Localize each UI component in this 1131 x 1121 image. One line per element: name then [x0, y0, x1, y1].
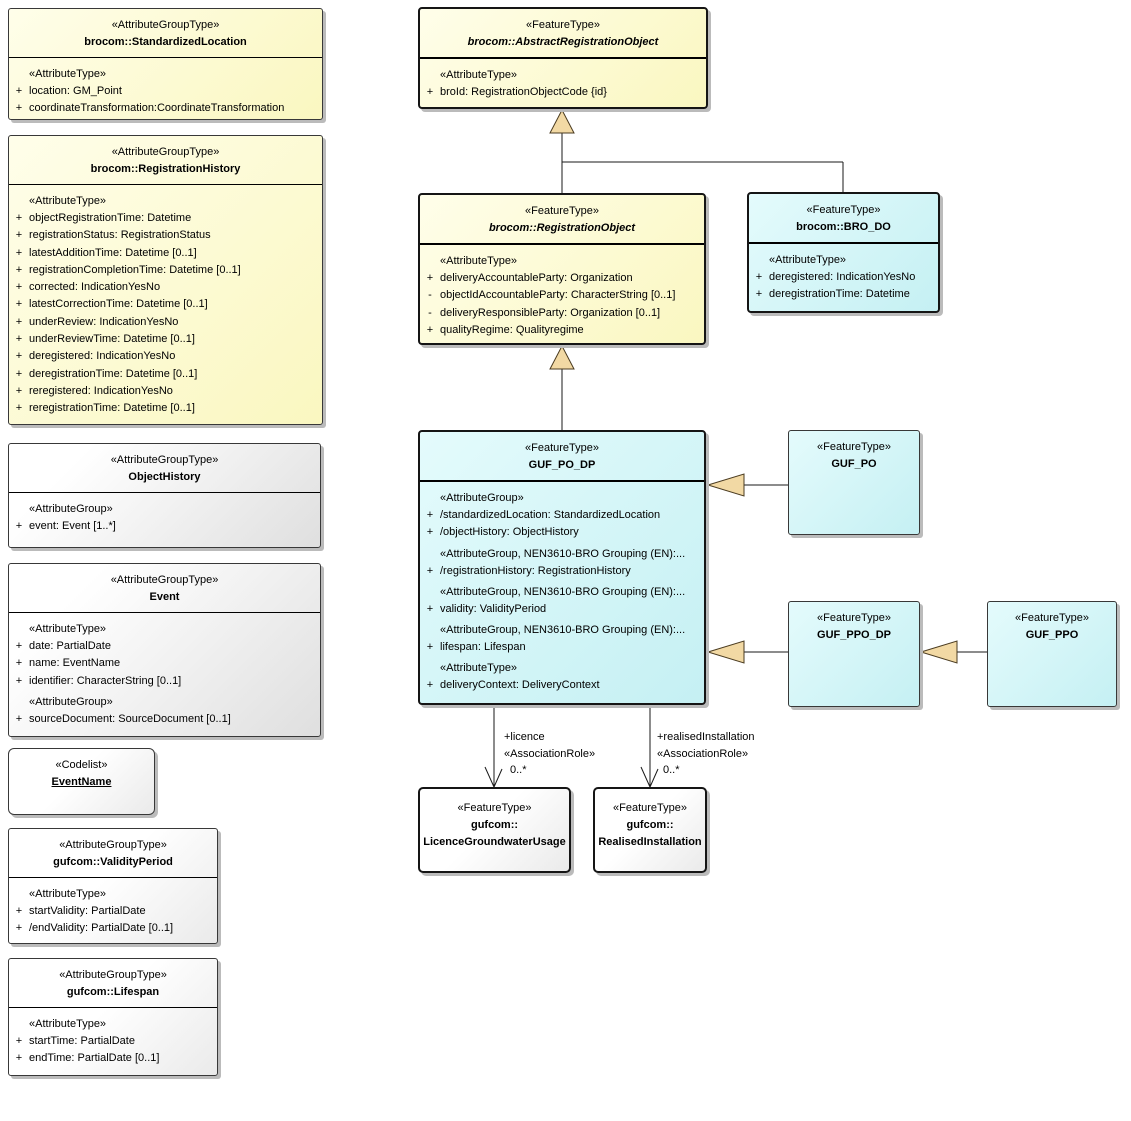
class-gufcom-realised-installation[interactable]: [593, 787, 707, 873]
attribute-text: event: Event [1..*]: [29, 520, 116, 532]
attribute-row: [9, 655, 320, 672]
association-label-licence: [504, 729, 595, 779]
attribute-row: [9, 1033, 217, 1050]
attribute-row: [420, 524, 704, 541]
visibility-sign: +: [426, 641, 434, 654]
generalization-to-abstract-registration-object[interactable]: [550, 110, 843, 193]
attribute-text: /endValidity: PartialDate [0..1]: [29, 922, 174, 935]
class-stereotype: «FeatureType»: [1015, 612, 1089, 624]
attribute-text: startValidity: PartialDate: [29, 905, 146, 917]
attribute-text: /objectHistory: ObjectHistory: [440, 526, 579, 539]
attribute-row: [420, 322, 704, 339]
attribute-row: [9, 262, 322, 279]
class-stereotype: «FeatureType»: [526, 19, 600, 31]
generalization-gufppodp-to-gufpodp[interactable]: [708, 641, 789, 663]
class-guf-ppo-dp[interactable]: [788, 601, 920, 707]
attribute-row: [9, 331, 322, 348]
generalization-gufpo-to-gufpodp[interactable]: [708, 474, 789, 496]
visibility-sign: +: [15, 402, 23, 415]
attribute-compartment: [9, 493, 320, 535]
attribute-row: [9, 279, 322, 296]
association-label-realised-installation: [657, 729, 755, 779]
attribute-row: [749, 286, 938, 303]
attribute-text: latestAdditionTime: Datetime [0..1]: [29, 246, 197, 259]
class-name: brocom::StandardizedLocation: [84, 36, 247, 48]
attribute-text: registrationCompletionTime: Datetime [0..1]: [29, 263, 241, 276]
class-title: [420, 9, 706, 59]
visibility-sign: -: [428, 306, 432, 319]
class-stereotype: «AttributeGroupType»: [59, 969, 167, 981]
class-brocom-bro-do[interactable]: [747, 192, 940, 313]
visibility-sign: +: [15, 712, 23, 725]
attribute-row: [420, 270, 704, 287]
visibility-sign: +: [426, 526, 434, 539]
attribute-text: reregistrationTime: Datetime [0..1]: [29, 402, 195, 415]
class-stereotype: «FeatureType»: [817, 441, 891, 453]
attribute-group-heading: «AttributeType»: [29, 1018, 107, 1030]
attribute-group-heading: «AttributeGroup»: [29, 503, 113, 515]
visibility-sign: +: [15, 281, 23, 294]
attribute-compartment: [9, 185, 322, 418]
association-multiplicity: 0..*: [510, 764, 527, 776]
attribute-row: [9, 100, 322, 117]
attribute-text: date: PartialDate: [29, 640, 111, 652]
generalization-gufpodp-to-registration-object[interactable]: [550, 346, 574, 430]
class-gufcom-lifespan[interactable]: [8, 958, 218, 1076]
class-stereotype: «AttributeGroupType»: [110, 454, 219, 466]
class-title: [9, 136, 322, 185]
attribute-group-heading: «AttributeType»: [769, 254, 847, 266]
association-realised-installation[interactable]: [641, 705, 658, 787]
attribute-row: [9, 83, 322, 100]
class-event[interactable]: [8, 563, 321, 737]
attribute-text: reregistered: IndicationYesNo: [29, 384, 173, 397]
generalization-triangle-icon: [708, 474, 744, 496]
class-event-name-codelist[interactable]: [8, 748, 155, 815]
attribute-text: corrected: IndicationYesNo: [29, 281, 161, 294]
attribute-row: [749, 269, 938, 286]
attribute-group-heading: «AttributeGroup»: [29, 695, 113, 708]
class-name: GUF_PPO_DP: [817, 629, 891, 641]
class-gufcom-validity-period[interactable]: [8, 828, 218, 944]
visibility-sign: +: [755, 288, 763, 301]
class-gufcom-licence-groundwater-usage[interactable]: [418, 787, 571, 873]
class-stereotype: «AttributeGroupType»: [111, 19, 220, 31]
attribute-group-heading: «AttributeType»: [440, 662, 518, 675]
visibility-sign: +: [426, 679, 434, 692]
class-name: GUF_PO: [831, 458, 877, 470]
attribute-group-heading: «AttributeType»: [29, 195, 107, 207]
class-title: [789, 431, 919, 479]
visibility-sign: +: [15, 333, 23, 346]
association-licence[interactable]: [485, 705, 502, 787]
visibility-sign: -: [428, 289, 432, 302]
visibility-sign: +: [426, 86, 434, 98]
attribute-row: [9, 920, 217, 937]
attribute-text: deregistered: IndicationYesNo: [769, 271, 916, 283]
class-stereotype: «AttributeGroupType»: [111, 146, 220, 158]
visibility-sign: +: [15, 1035, 23, 1047]
visibility-sign: +: [15, 102, 23, 115]
class-name: GUF_PPO: [1025, 629, 1079, 641]
class-stereotype: «AttributeGroupType»: [59, 839, 167, 851]
generalization-triangle-icon: [550, 110, 574, 133]
class-stereotype: «FeatureType»: [525, 205, 599, 217]
visibility-sign: +: [15, 229, 23, 242]
attribute-text: name: EventName: [29, 657, 121, 670]
attribute-text: objectIdAccountableParty: CharacterString [0..1]: [440, 289, 676, 302]
attribute-text: qualityRegime: Qualityregime: [440, 323, 584, 336]
attribute-compartment: [420, 59, 706, 101]
attribute-compartment: [749, 244, 938, 304]
attribute-text: endTime: PartialDate [0..1]: [29, 1052, 160, 1065]
class-name: gufcom::ValidityPeriod: [53, 856, 173, 868]
class-object-history[interactable]: [8, 443, 321, 548]
attribute-compartment: [9, 878, 217, 938]
class-title: [9, 9, 322, 58]
class-stereotype: «FeatureType»: [806, 204, 881, 216]
class-name: brocom::AbstractRegistrationObject: [467, 36, 659, 48]
visibility-sign: +: [15, 246, 23, 259]
attribute-text: deliveryContext: DeliveryContext: [440, 679, 600, 692]
visibility-sign: +: [15, 384, 23, 397]
open-arrowhead-icon: [485, 767, 494, 787]
attribute-group-heading: «AttributeType»: [29, 623, 107, 635]
visibility-sign: +: [15, 905, 23, 917]
class-name: LicenceGroundwaterUsage: [423, 836, 566, 848]
attribute-row: [9, 400, 322, 417]
attribute-row: [9, 314, 322, 331]
class-name: RealisedInstallation: [598, 836, 702, 848]
attribute-row: [9, 711, 320, 728]
visibility-sign: +: [755, 271, 763, 283]
attribute-row: [9, 348, 322, 365]
class-brocom-standardized-location[interactable]: [8, 8, 323, 120]
attribute-row: [420, 287, 704, 304]
visibility-sign: +: [426, 509, 434, 521]
class-stereotype: «FeatureType»: [525, 442, 599, 454]
attribute-group-heading: «AttributeType»: [440, 255, 518, 267]
attribute-row: [9, 296, 322, 313]
open-arrowhead-icon: [641, 767, 650, 787]
association-role-stereotype: «AssociationRole»: [657, 747, 749, 760]
class-title: [9, 749, 154, 797]
class-name: Event: [149, 591, 180, 603]
attribute-row: [9, 366, 322, 383]
class-title: [9, 444, 320, 493]
attribute-text: deregistrationTime: Datetime: [769, 288, 910, 301]
class-title: [9, 829, 217, 878]
attribute-text: deliveryAccountableParty: Organization: [440, 272, 633, 284]
association-role-name: +licence: [504, 731, 545, 743]
attribute-text: broId: RegistrationObjectCode {id}: [440, 86, 607, 98]
attribute-row: [9, 210, 322, 227]
attribute-compartment: [9, 613, 320, 728]
class-brocom-abstract-registration-object[interactable]: [418, 7, 708, 109]
attribute-text: deregistered: IndicationYesNo: [29, 350, 176, 363]
attribute-text: latestCorrectionTime: Datetime [0..1]: [29, 298, 208, 311]
visibility-sign: +: [15, 922, 23, 935]
class-guf-ppo[interactable]: [987, 601, 1117, 707]
attribute-group-heading: «AttributeGroup»: [440, 492, 524, 504]
attribute-row: [9, 903, 217, 920]
class-guf-po-dp[interactable]: [418, 430, 706, 705]
visibility-sign: +: [426, 564, 434, 577]
class-guf-po[interactable]: [788, 430, 920, 535]
class-title: [749, 194, 938, 244]
attribute-text: underReviewTime: Datetime [0..1]: [29, 333, 195, 346]
visibility-sign: +: [15, 350, 23, 363]
attribute-text: registrationStatus: RegistrationStatus: [29, 229, 211, 242]
visibility-sign: +: [15, 520, 23, 532]
attribute-compartment: [9, 1008, 217, 1068]
class-name: GUF_PO_DP: [528, 459, 596, 471]
generalization-gufppo-to-gufppodp[interactable]: [921, 641, 987, 663]
attribute-text: coordinateTransformation:CoordinateTransformation: [29, 102, 285, 115]
class-name: EventName: [51, 776, 112, 788]
attribute-compartment: [420, 482, 704, 695]
class-title: [420, 789, 569, 857]
class-stereotype: «AttributeGroupType»: [110, 574, 219, 586]
visibility-sign: +: [426, 272, 434, 284]
class-name-package: gufcom::: [626, 819, 674, 831]
attribute-group-heading: «AttributeGroup, NEN3610-BRO Grouping (EN):...: [440, 547, 686, 560]
attribute-text: location: GM_Point: [29, 85, 122, 97]
class-title: [9, 564, 320, 613]
attribute-row: [420, 677, 704, 694]
attribute-text: deregistrationTime: Datetime [0..1]: [29, 367, 198, 380]
visibility-sign: +: [15, 640, 23, 652]
visibility-sign: +: [15, 298, 23, 311]
class-stereotype: «FeatureType»: [613, 802, 687, 814]
class-title: [595, 789, 705, 857]
attribute-row: [9, 1050, 217, 1067]
attribute-row: [9, 245, 322, 262]
class-name: brocom::RegistrationHistory: [90, 163, 241, 175]
visibility-sign: +: [15, 657, 23, 670]
generalization-triangle-icon: [550, 346, 574, 369]
association-role-name: +realisedInstallation: [657, 731, 755, 743]
class-title: [988, 602, 1116, 650]
association-role-stereotype: «AssociationRole»: [504, 747, 596, 760]
visibility-sign: +: [15, 263, 23, 276]
attribute-text: /standardizedLocation: StandardizedLocation: [440, 509, 661, 521]
generalization-triangle-icon: [708, 641, 744, 663]
attribute-row: [9, 518, 320, 535]
attribute-text: identifier: CharacterString [0..1]: [29, 674, 182, 687]
attribute-row: [420, 507, 704, 524]
attribute-row: [420, 601, 704, 618]
attribute-row: [9, 638, 320, 655]
attribute-text: /registrationHistory: RegistrationHistory: [440, 564, 631, 577]
class-name: ObjectHistory: [128, 471, 201, 483]
visibility-sign: +: [426, 323, 434, 336]
class-title: [420, 195, 704, 245]
class-brocom-registration-history[interactable]: [8, 135, 323, 425]
attribute-row: [9, 673, 320, 690]
attribute-text: sourceDocument: SourceDocument [0..1]: [29, 712, 231, 725]
attribute-text: deliveryResponsibleParty: Organization [0..1]: [440, 306, 661, 319]
attribute-text: underReview: IndicationYesNo: [29, 315, 179, 328]
attribute-text: objectRegistrationTime: Datetime: [29, 212, 192, 224]
attribute-group-heading: «AttributeGroup, NEN3610-BRO Grouping (EN):...: [440, 585, 686, 598]
attribute-row: [420, 563, 704, 580]
visibility-sign: +: [15, 674, 23, 687]
attribute-text: lifespan: Lifespan: [440, 641, 526, 654]
class-stereotype: «FeatureType»: [817, 612, 891, 624]
attribute-text: validity: ValidityPeriod: [440, 602, 547, 615]
class-title: [9, 959, 217, 1008]
class-title: [789, 602, 919, 650]
attribute-group-heading: «AttributeType»: [440, 69, 518, 81]
class-name: gufcom::Lifespan: [66, 986, 160, 998]
visibility-sign: +: [15, 1052, 23, 1065]
attribute-group-heading: «AttributeType»: [29, 888, 107, 900]
visibility-sign: +: [15, 212, 23, 224]
attribute-row: [420, 305, 704, 322]
attribute-text: startTime: PartialDate: [29, 1035, 135, 1047]
visibility-sign: +: [426, 602, 434, 615]
visibility-sign: +: [15, 85, 23, 97]
class-name: brocom::RegistrationObject: [488, 222, 636, 234]
visibility-sign: +: [15, 367, 23, 380]
attribute-row: [9, 227, 322, 244]
attribute-row: [420, 639, 704, 656]
class-name-package: gufcom::: [470, 819, 519, 831]
class-title: [420, 432, 704, 482]
class-stereotype: «FeatureType»: [457, 802, 532, 814]
attribute-group-heading: «AttributeGroup, NEN3610-BRO Grouping (EN):...: [440, 624, 686, 637]
association-multiplicity: 0..*: [663, 764, 680, 776]
open-arrowhead-icon: [494, 769, 502, 787]
attribute-group-heading: «AttributeType»: [29, 68, 107, 80]
attribute-compartment: [420, 245, 704, 339]
attribute-compartment: [9, 58, 322, 118]
generalization-triangle-icon: [921, 641, 957, 663]
class-name: brocom::BRO_DO: [796, 221, 891, 233]
attribute-row: [9, 383, 322, 400]
attribute-row: [420, 84, 706, 101]
class-brocom-registration-object[interactable]: [418, 193, 706, 345]
class-stereotype: «Codelist»: [55, 759, 108, 771]
visibility-sign: +: [15, 315, 23, 328]
